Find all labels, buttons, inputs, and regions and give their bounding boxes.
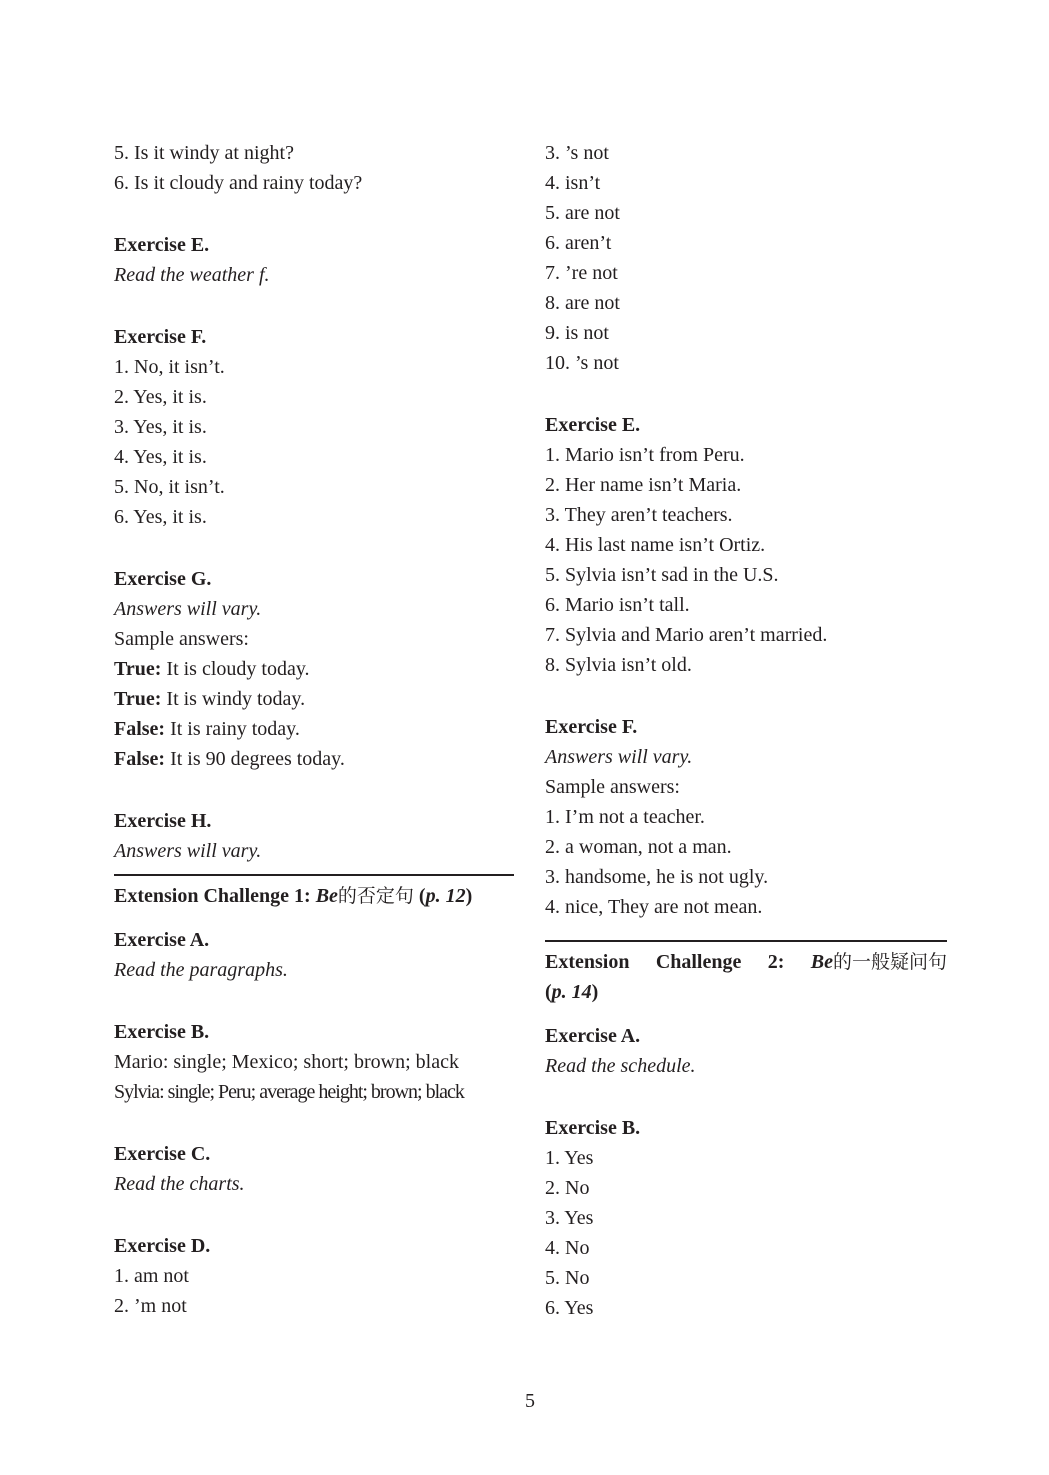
list-item: 1. No, it isn’t. [114, 356, 225, 378]
list-item: 4. Yes, it is. [114, 446, 207, 468]
answer-text: It is windy today. [161, 688, 306, 710]
exercise-heading: Exercise F. [545, 716, 638, 738]
page-number: 5 [525, 1390, 535, 1412]
exercise-heading: Exercise D. [114, 1235, 211, 1257]
exercise-heading: Exercise G. [114, 568, 212, 590]
exercise-note: Read the schedule. [545, 1055, 696, 1077]
list-item: 7. ’re not [545, 262, 618, 284]
list-item: 2. Yes, it is. [114, 386, 207, 408]
list-item: 5. Sylvia isn’t sad in the U.S. [545, 564, 779, 586]
list-item: 3. ’s not [545, 142, 609, 164]
list-item: 2. No [545, 1177, 590, 1199]
list-item: 7. Sylvia and Mario aren’t married. [545, 624, 828, 646]
list-item: 10. ’s not [545, 352, 619, 374]
list-item: 5. No, it isn’t. [114, 476, 225, 498]
extension-page-ref: (p. 14) [545, 981, 599, 1003]
list-item: 4. His last name isn’t Ortiz. [545, 534, 766, 556]
answer-label: False: [114, 718, 166, 740]
list-item: 5. Is it windy at night? [114, 142, 294, 164]
list-item [114, 744, 514, 774]
list-item: 6. Is it cloudy and rainy today? [114, 172, 363, 194]
list-item: 2. ’m not [114, 1295, 187, 1317]
list-item: 6. Yes [545, 1297, 594, 1319]
list-item [114, 714, 514, 744]
exercise-note: Answers will vary. [114, 840, 262, 862]
extension-title: Extension Challenge 2: Be的一般疑问句 [545, 951, 947, 973]
list-item: 6. aren’t [545, 232, 612, 254]
right-column [545, 138, 947, 1323]
answer-label: True: [114, 688, 162, 710]
exercise-heading: Exercise B. [114, 1021, 210, 1043]
list-item: 2. a woman, not a man. [545, 836, 732, 858]
list-item [114, 654, 514, 684]
exercise-note: Read the paragraphs. [114, 959, 288, 981]
answer-label: True: [114, 658, 162, 680]
exercise-heading: Exercise F. [114, 326, 207, 348]
section-divider [545, 940, 947, 942]
list-item: 1. Yes [545, 1147, 594, 1169]
list-item: 6. Yes, it is. [114, 506, 207, 528]
exercise-heading: Exercise A. [545, 1025, 641, 1047]
list-item: 4. No [545, 1237, 590, 1259]
list-item: 1. I’m not a teacher. [545, 806, 705, 828]
sample-label: Sample answers: [545, 776, 680, 798]
list-item: 3. Yes [545, 1207, 594, 1229]
list-item: 3. Yes, it is. [114, 416, 207, 438]
list-item: Mario: single; Mexico; short; brown; black [114, 1051, 459, 1073]
sample-label: Sample answers: [114, 628, 249, 650]
exercise-heading: Exercise E. [545, 414, 641, 436]
exercise-heading: Exercise E. [114, 234, 210, 256]
answer-text: It is 90 degrees today. [165, 748, 345, 770]
list-item: 8. Sylvia isn’t old. [545, 654, 692, 676]
exercise-heading: Exercise A. [114, 929, 210, 951]
list-item: 3. handsome, he is not ugly. [545, 866, 769, 888]
list-item: 9. is not [545, 322, 609, 344]
left-column [114, 138, 514, 1321]
list-item: 3. They aren’t teachers. [545, 504, 733, 526]
list-item: 6. Mario isn’t tall. [545, 594, 690, 616]
list-item: 1. Mario isn’t from Peru. [545, 444, 745, 466]
list-item: 5. No [545, 1267, 590, 1289]
exercise-note: Read the charts. [114, 1173, 245, 1195]
exercise-note: Read the weather f. [114, 264, 270, 286]
exercise-note: Answers will vary. [114, 598, 262, 620]
answer-text: It is cloudy today. [161, 658, 310, 680]
exercise-heading: Exercise B. [545, 1117, 641, 1139]
exercise-heading: Exercise C. [114, 1143, 211, 1165]
list-item: 2. Her name isn’t Maria. [545, 474, 742, 496]
answer-label: False: [114, 748, 166, 770]
list-item: 1. am not [114, 1265, 189, 1287]
extension-title: Extension Challenge 1: Be的否定句 (p. 12) [114, 885, 473, 907]
exercise-note: Answers will vary. [545, 746, 693, 768]
list-item: Sylvia: single; Peru; average height; brown; black [114, 1081, 464, 1103]
list-item: 4. nice, They are not mean. [545, 896, 763, 918]
list-item [114, 684, 514, 714]
list-item: 5. are not [545, 202, 620, 224]
list-item: 4. isn’t [545, 172, 601, 194]
list-item: 8. are not [545, 292, 620, 314]
section-divider [114, 874, 514, 876]
exercise-heading: Exercise H. [114, 810, 212, 832]
answer-text: It is rainy today. [165, 718, 300, 740]
